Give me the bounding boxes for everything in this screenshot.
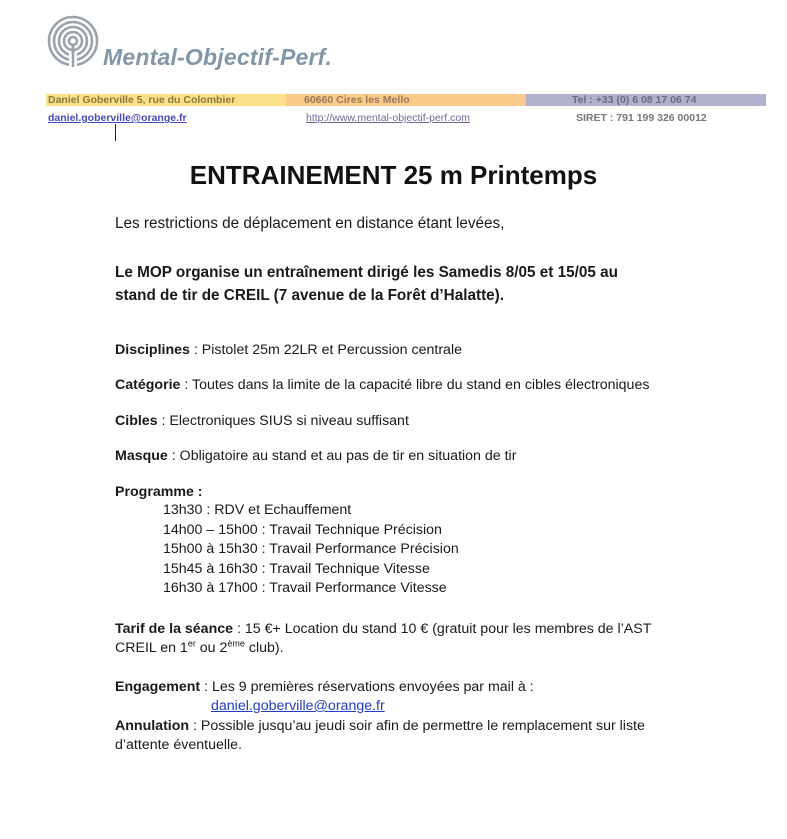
engagement-value: : Les 9 premières réservations envoyées par mail à :: [200, 679, 534, 695]
masque-sep: :: [167, 448, 180, 464]
programme-item: 13h30 : RDV et Echauffement: [163, 502, 352, 518]
masque-line: [115, 447, 516, 466]
annulation-line-1: : Possible jusqu’au jeudi soir afin de permettre le remplacement sur liste: [189, 718, 645, 734]
website-link[interactable]: http://www.mental-objectif-perf.com: [306, 112, 470, 124]
annulation-line-2: d’attente éventuelle.: [115, 737, 242, 753]
address-band: Daniel Goberville 5, rue du Colombier: [46, 94, 286, 106]
categorie-sep: :: [180, 377, 193, 393]
categorie-line: [115, 376, 649, 395]
siret-number: SIRET : 791 199 326 00012: [576, 112, 707, 124]
document-title: ENTRAINEMENT 25 m Printemps: [189, 160, 598, 190]
disciplines-label: Disciplines: [115, 342, 190, 358]
brand-name: Mental-Objectif-Perf.: [103, 44, 333, 70]
cibles-sep: :: [157, 413, 170, 429]
tarif-line-2b: ou 2: [195, 640, 228, 656]
tarif-line-2a: CREIL en 1: [115, 640, 188, 656]
announcement-line-2: stand de tir de CREIL (7 avenue de la Forêt d’Halatte).: [115, 287, 505, 304]
tarif-line-1: : 15 €+ Location du stand 10 € (gratuit pour les membres de l’AST: [233, 621, 652, 637]
programme-heading: [115, 483, 203, 502]
disciplines-value: Pistolet 25m 22LR et Percussion centrale: [201, 342, 462, 358]
programme-item: 16h30 à 17h00 : Travail Performance Vitesse: [163, 580, 447, 596]
cibles-value: Electroniques SIUS si niveau suffisant: [169, 413, 409, 429]
city-band: 60660 Cires les Mello: [286, 94, 526, 106]
header-email-link[interactable]: daniel.goberville@orange.fr: [48, 112, 187, 124]
phone-band: Tel : +33 (0) 6 08 17 06 74: [526, 94, 766, 106]
cibles-line: [115, 412, 409, 431]
masque-value: Obligatoire au stand et au pas de tir en situation de tir: [179, 448, 517, 464]
masque-label: Masque: [115, 448, 168, 464]
engagement-email-link[interactable]: daniel.goberville@orange.fr: [211, 698, 385, 714]
disciplines-line: [115, 341, 462, 360]
programme-item: 15h00 à 15h30 : Travail Performance Précision: [163, 541, 459, 557]
cibles-label: Cibles: [115, 413, 158, 429]
tarif-sup-1: er: [187, 638, 196, 649]
announcement-paragraph: [115, 261, 618, 307]
engagement-label: Engagement: [115, 679, 201, 695]
categorie-value: Toutes dans la limite de la capacité libre du stand en cibles électroniques: [192, 377, 650, 393]
annulation-paragraph: [115, 717, 645, 755]
tarif-sup-2: ème: [227, 638, 245, 649]
disciplines-sep: :: [189, 342, 202, 358]
programme-item: 15h45 à 16h30 : Travail Technique Vitesse: [163, 561, 430, 577]
tarif-label: Tarif de la séance: [115, 621, 234, 637]
engagement-paragraph: [115, 678, 534, 716]
programme-label: Programme :: [115, 484, 203, 500]
tarif-line-2c: club).: [244, 640, 284, 656]
intro-paragraph: Les restrictions de déplacement en distance étant levées,: [115, 215, 505, 232]
tarif-paragraph: [115, 620, 651, 658]
programme-item: 14h00 – 15h00 : Travail Technique Précision: [163, 522, 442, 538]
text-cursor: [115, 124, 116, 141]
categorie-label: Catégorie: [115, 377, 181, 393]
announcement-line-1: Le MOP organise un entraînement dirigé les Samedis 8/05 et 15/05 au: [115, 264, 619, 281]
labyrinth-icon: [47, 15, 99, 67]
annulation-label: Annulation: [115, 718, 190, 734]
